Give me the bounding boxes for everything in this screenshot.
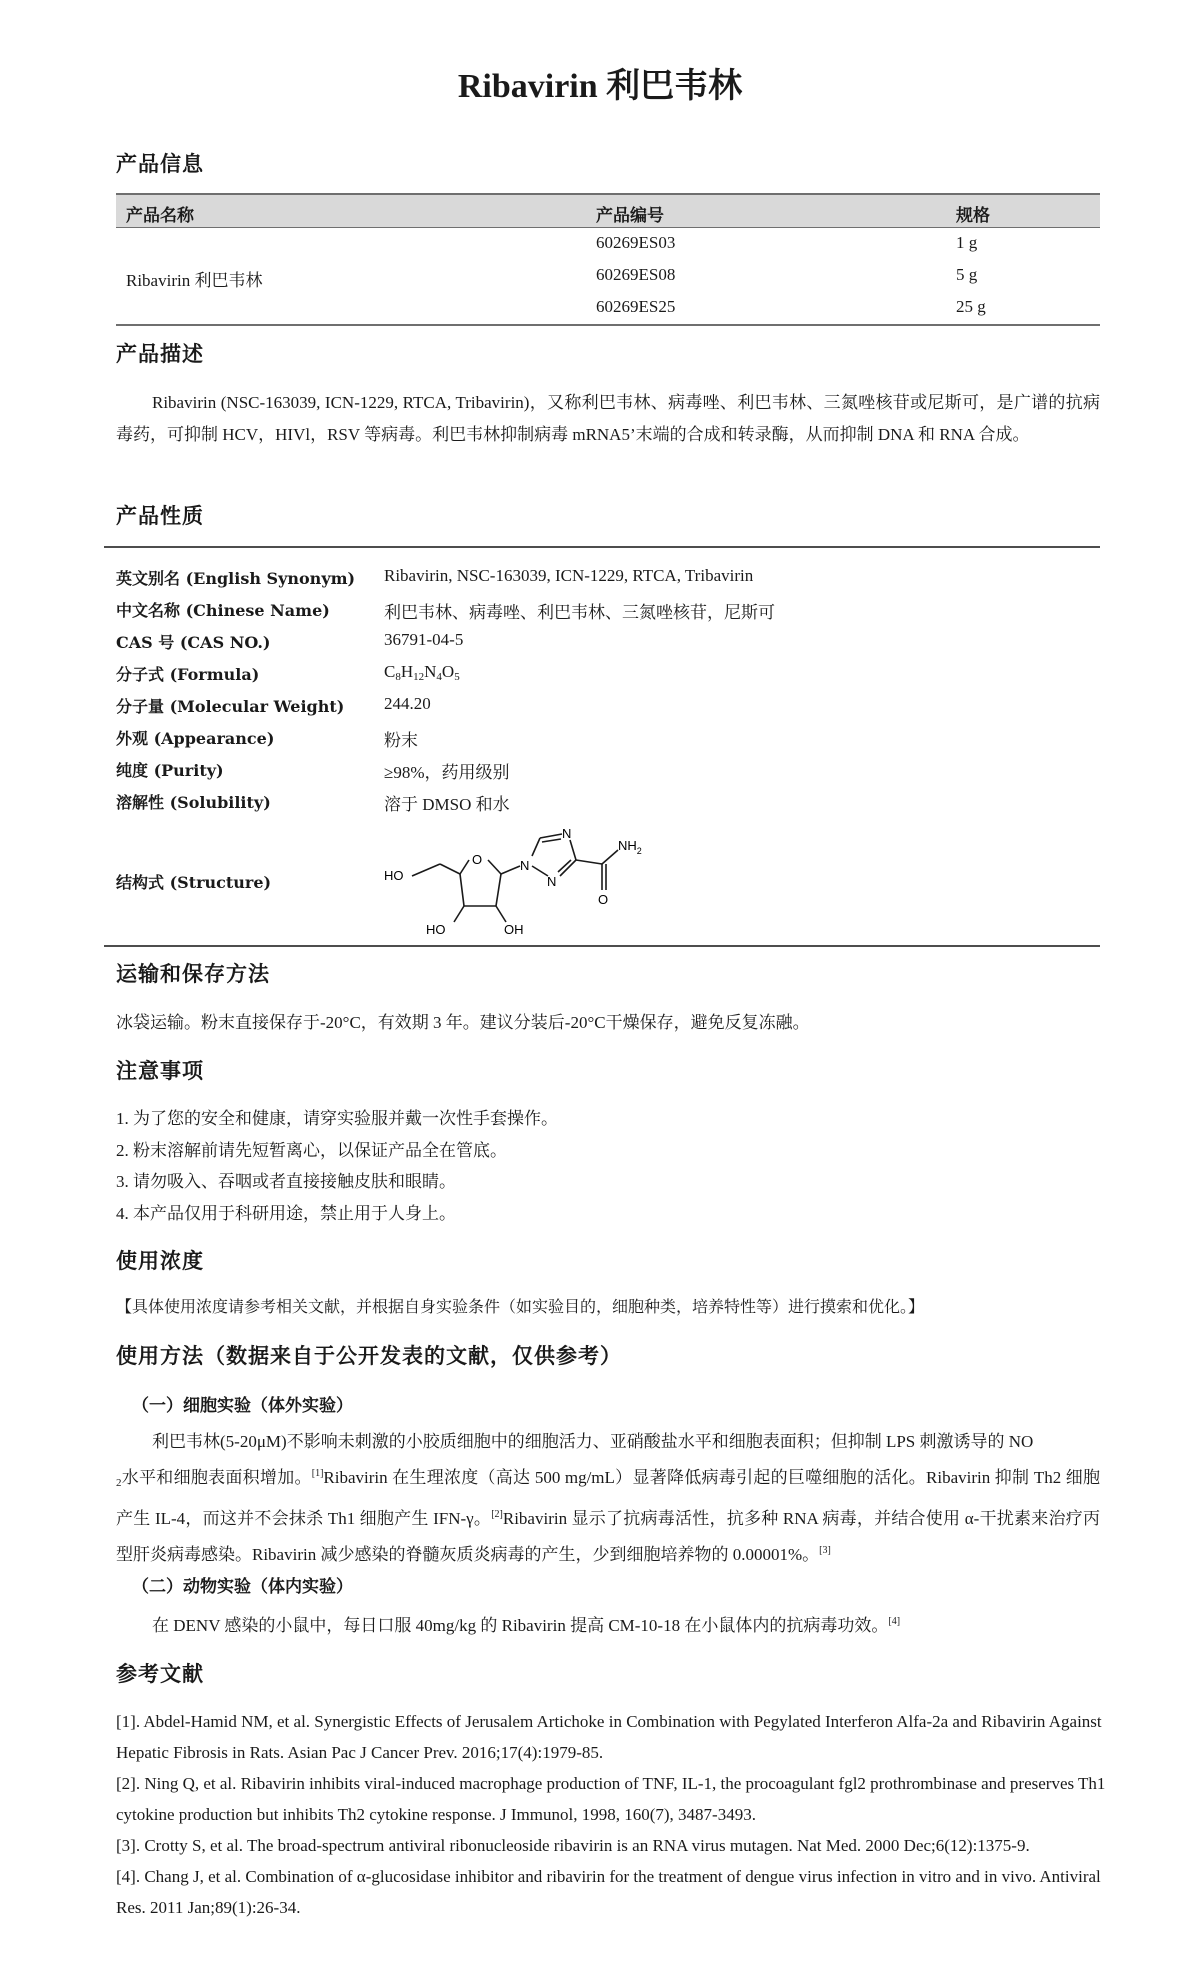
product-table [116,193,1100,326]
cell-text: Ribavirin 显示了抗病毒活性，抗多种 RNA 病毒，并结合使用 α-干扰素来治疗丙型肝炎病毒感染。Ribavirin 减少感染的脊髓灰质炎病毒的产生，少到细胞培养物的 0.00001%。 [116,1509,1101,1564]
section-heading-notes: 注意事项 [116,1058,204,1083]
property-row [116,758,1100,790]
label-oh: OH [504,922,524,937]
reference-item: [2]. Ning Q, et al. Ribavirin inhibits viral-induced macrophage production of TNF, IL-1, the procoagulant fgl2 prothrombinase and preserves Th1 cytokine production but inhibits Th2 cytokine response. J Immunol, 1998, 160(7), 3487-3493. [116,1774,1106,1824]
property-row [116,630,1100,662]
property-key: 外观 (Appearance) [116,729,275,748]
product-size-cell: 5 g [956,265,978,284]
label-ho: HO [426,922,446,937]
property-key: 中文名称 (Chinese Name) [116,601,330,620]
header-name: 产品名称 [126,206,194,225]
property-value: 利巴韦林、病毒唑、利巴韦林、三氮唑核苷，尼斯可 [384,603,775,622]
product-size-cell: 25 g [956,297,986,316]
divider [104,945,1100,947]
note-item: 2. 粉末溶解前请先短暂离心，以保证产品全在管底。 [116,1141,507,1160]
property-key: 分子量 (Molecular Weight) [116,697,345,716]
label-ho: HO [384,868,404,883]
page-title: Ribavirin 利巴韦林 [457,68,743,105]
product-size-cell: 1 g [956,233,978,252]
formula-c-count: 8 [395,671,401,683]
table-header [116,193,1100,228]
property-key: 英文别名 (English Synonym) [116,569,356,588]
animal-text: 在 DENV 感染的小鼠中，每日口服 40mg/kg 的 Ribavirin 提高 CM-10-18 在小鼠体内的抗病毒功效。 [152,1616,889,1635]
label-o: O [598,892,609,907]
citation-ref: [1] [311,1468,324,1479]
formula-value [384,662,460,683]
cell-text: 水平和细胞表面积增加。 [121,1468,312,1487]
property-key: 溶解性 (Solubility) [116,793,271,812]
label-nh2-count: 2 [636,846,642,856]
subheading-cell-experiment: （一）细胞实验（体外实验） [132,1396,353,1416]
note-item: 4. 本产品仅用于科研用途，禁止用于人身上。 [116,1204,456,1223]
section-heading-concentration: 使用浓度 [116,1248,204,1273]
formula-o-count: 5 [454,671,460,683]
property-value: 36791-04-5 [384,630,464,649]
subheading-animal-experiment: （二）动物实验（体内实验） [132,1577,353,1597]
property-value: Ribavirin, NSC-163039, ICN-1229, RTCA, Tribavirin [384,566,754,585]
property-row [116,662,1100,694]
formula-n: N [424,662,437,681]
reference-item: [1]. Abdel-Hamid NM, et al. Synergistic Effects of Jerusalem Artichoke in Combination with Pegylated Interferon Alfa-2a and Ribavirin Against Hepatic Fibrosis in Rats. Asian Pac J Cancer Prev. 2016;17(4):1979-85. [116,1712,1102,1762]
description-paragraph: Ribavirin (NSC-163039, ICN-1229, RTCA, Tribavirin)，又称利巴韦林、病毒唑、利巴韦林、三氮唑核苷或尼斯可，是广谱的抗病毒药，可抑制 HCV，HIVl，RSV 等病毒。利巴韦林抑制病毒 mRNA5’末端的合成和转录酶，从而抑制 DNA 和 RNA 合成。 [116,393,1100,444]
property-key: CAS 号 (CAS NO.) [116,633,271,652]
cell-line-2 [116,1458,1100,1571]
header-code: 产品编号 [596,206,664,225]
note-item: 1. 为了您的安全和健康，请穿实验服并戴一次性手套操作。 [116,1109,558,1128]
divider [104,546,1100,548]
product-code-cell: 60269ES03 [596,233,676,252]
citation-ref: [3] [819,1545,831,1556]
formula-o: O [441,662,455,681]
label-o: O [472,852,483,867]
citation-ref: [2] [491,1509,503,1520]
section-heading-method: 使用方法（数据来自于公开发表的文献，仅供参考） [116,1343,622,1368]
cell-text: Ribavirin 在生理浓度（高达 500 mg/mL）显著降低病毒引起的巨噬细胞的活化。Ribavirin 抑制 Th2 细胞产生 IL-4，而这并不会抹杀 Th1 细胞产生 IFN-γ。 [116,1468,1101,1528]
animal-line [116,1606,1100,1642]
subscript-2: 2 [116,1477,122,1489]
chemical-structure [380,820,680,942]
label-n: N [547,874,557,889]
formula-h-count: 12 [413,671,425,683]
cell-line-1: 利巴韦林(5-20μM)不影响未刺激的小胶质细胞中的细胞活力、亚硝酸盐水平和细胞表面积；但抑制 LPS 刺激诱导的 NO [152,1432,1034,1451]
table-body [116,228,1100,326]
formula-c: C [384,662,396,681]
property-key: 纯度 (Purity) [116,761,224,780]
formula-n-count: 4 [436,671,442,683]
property-row [116,598,1100,630]
property-row [116,566,1100,598]
reference-item: [3]. Crotty S, et al. The broad-spectrum antiviral ribonucleoside ribavirin is an RNA virus mutagen. Nat Med. 2000 Dec;6(12):1375-9. [116,1836,1030,1855]
header-size: 规格 [956,206,990,225]
section-heading-desc: 产品描述 [116,341,204,366]
property-row [116,694,1100,726]
label-nh: NH [618,838,637,853]
property-value: 粉末 [384,731,418,750]
note-item: 3. 请勿吸入、吞咽或者直接接触皮肤和眼睛。 [116,1172,456,1191]
property-row [116,790,1100,822]
reference-list [116,1706,1106,1923]
property-value: 244.20 [384,694,431,713]
citation-ref: [4] [888,1616,901,1627]
concentration-text: 【具体使用浓度请参考相关文献，并根据自身实验条件（如实验目的，细胞种类，培养特性等）进行摸索和优化。】 [116,1297,925,1316]
storage-text: 冰袋运输。粉末直接保存于-20°C，有效期 3 年。建议分装后-20°C干燥保存，避免反复冻融。 [116,1013,810,1032]
label-n: N [562,826,572,841]
product-name-cell: Ribavirin 利巴韦林 [126,271,263,290]
reference-item: [4]. Chang J, et al. Combination of α-glucosidase inhibitor and ribavirin for the treatment of dengue virus infection in vitro and in vivo. Antiviral Res. 2011 Jan;89(1):26-34. [116,1867,1101,1917]
cell-experiment-paragraph [116,1426,1100,1571]
section-heading-props: 产品性质 [116,503,204,528]
product-code-cell: 60269ES25 [596,297,676,316]
label-n: N [520,858,530,873]
section-heading-storage: 运输和保存方法 [116,961,270,986]
section-heading-info: 产品信息 [116,151,204,176]
label-nh2 [618,838,642,856]
property-key: 分子式 (Formula) [116,665,260,684]
formula-h: H [400,662,414,681]
property-value: 溶于 DMSO 和水 [384,795,510,814]
animal-experiment-paragraph [116,1606,1100,1642]
property-value: ≥98%，药用级别 [384,763,510,782]
property-row [116,726,1100,758]
section-heading-references: 参考文献 [116,1661,204,1686]
product-code-cell: 60269ES08 [596,265,676,284]
property-key: 结构式 (Structure) [116,873,272,892]
